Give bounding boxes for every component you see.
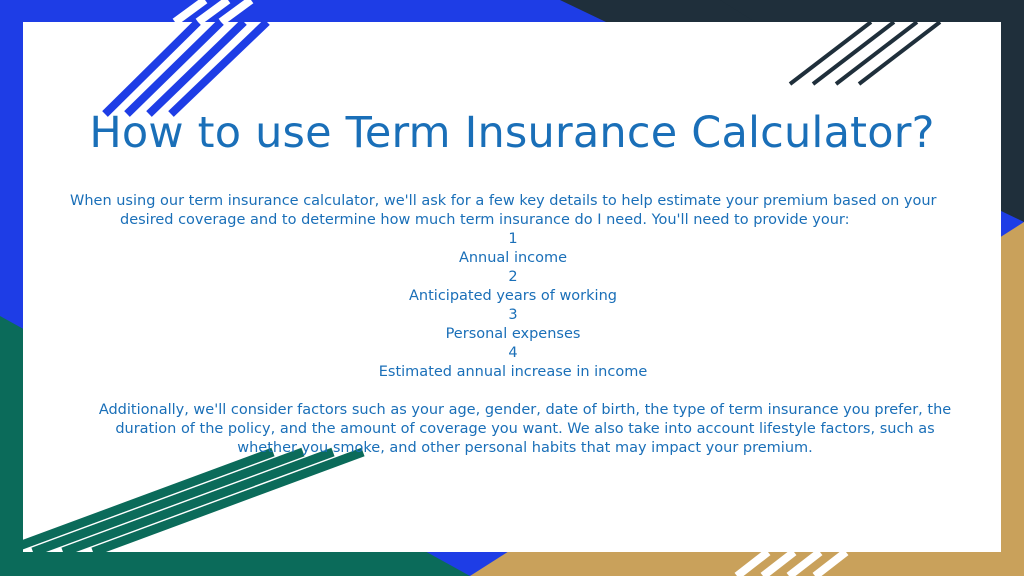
closing-paragraph: Additionally, we'll consider factors such as your age, gender, date of birth, the type of term insurance you prefer, the duration of the policy, and the amount of coverage you want. We also take into account lifestyle factors, such as whether you smoke, and other personal habits that may impact your premium. [98,402,952,456]
slide-title: How to use Term Insurance Calculator? [89,108,935,158]
slide-body [63,192,963,458]
list-item: Anticipated years of working [409,288,617,304]
intro-paragraph: When using our term insurance calculator, we'll ask for a few key details to help estimate your premium based on your desired coverage and to determine how much term insurance do I need. You'll need to provide your: [70,193,937,228]
list-item: Personal expenses [445,326,581,342]
list-number: 4 [508,345,518,361]
slide-card [23,22,1001,552]
list-number: 3 [508,307,518,323]
list-item: Annual income [458,250,568,266]
list-item: Estimated annual increase in income [378,364,648,380]
numbered-list [63,230,963,382]
list-number: 2 [508,269,518,285]
list-number: 1 [508,231,518,247]
